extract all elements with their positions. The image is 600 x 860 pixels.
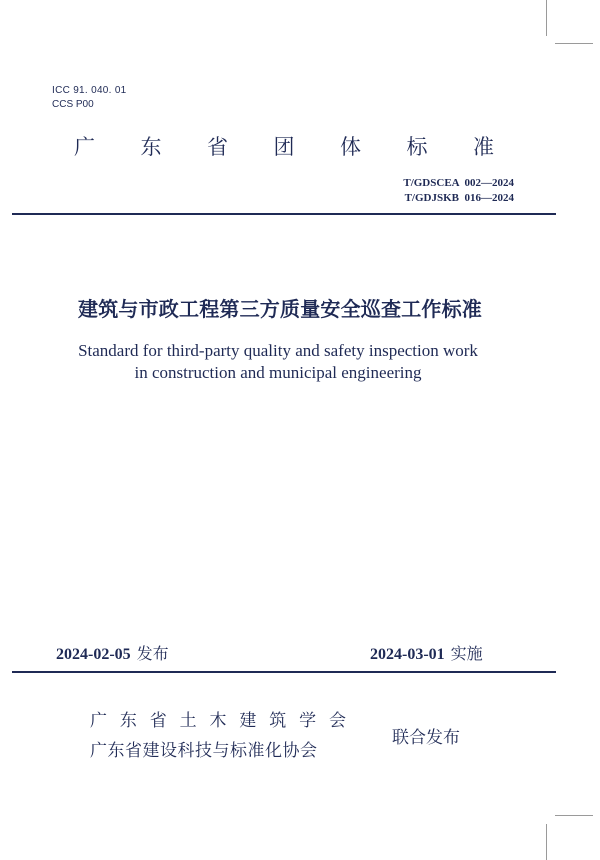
implement-date-block (370, 643, 483, 666)
title-english-line: Standard for third-party quality and safety inspection work (78, 341, 478, 360)
implement-label: 实施 (450, 644, 483, 663)
title-english (0, 340, 556, 384)
standard-code: T/GDJSKB 016—2024 (404, 192, 514, 204)
publisher-char: 木 (209, 711, 227, 731)
standard-codes (403, 176, 514, 206)
crop-mark-top-vertical (546, 0, 547, 36)
ics-code: ICC 91. 040. 01 (52, 85, 127, 96)
publisher-char: 建 (239, 711, 257, 731)
publisher-char: 广 (90, 711, 107, 731)
ccs-code: CCS P00 (52, 99, 94, 110)
crop-mark-top-horizontal (555, 43, 593, 44)
standard-type-char: 东 (140, 135, 162, 159)
crop-mark-bottom-vertical (546, 824, 547, 860)
standard-code: T/GDSCEA 002—2024 (403, 177, 514, 189)
issue-date: 2024-02-05 (56, 646, 131, 663)
standard-type (74, 133, 494, 161)
publisher-1 (90, 709, 346, 733)
standard-type-char: 广 (74, 135, 95, 159)
crop-mark-bottom-horizontal (555, 815, 593, 816)
standard-type-char: 标 (406, 135, 428, 159)
standard-type-char: 省 (207, 135, 228, 159)
standard-type-char: 准 (473, 135, 494, 159)
publisher-2: 广东省建设科技与标准化协会 (90, 741, 318, 761)
title-english-line: in construction and municipal engineering (134, 363, 422, 382)
publisher-char: 学 (299, 711, 317, 731)
standard-type-char: 体 (340, 135, 361, 159)
publisher-char: 东 (119, 711, 137, 731)
joint-publish-label: 联合发布 (392, 728, 460, 748)
header-rule (12, 213, 556, 215)
publisher-char: 会 (329, 711, 346, 731)
standard-type-char: 团 (273, 135, 295, 159)
footer-rule (12, 671, 556, 673)
issue-date-block (56, 643, 169, 666)
publisher-char: 省 (149, 711, 167, 731)
issue-label: 发布 (136, 644, 169, 663)
publisher-char: 土 (179, 711, 197, 731)
implement-date: 2024-03-01 (370, 646, 445, 663)
title-chinese: 建筑与市政工程第三方质量安全巡查工作标准 (78, 297, 482, 321)
publisher-char: 筑 (269, 711, 287, 731)
